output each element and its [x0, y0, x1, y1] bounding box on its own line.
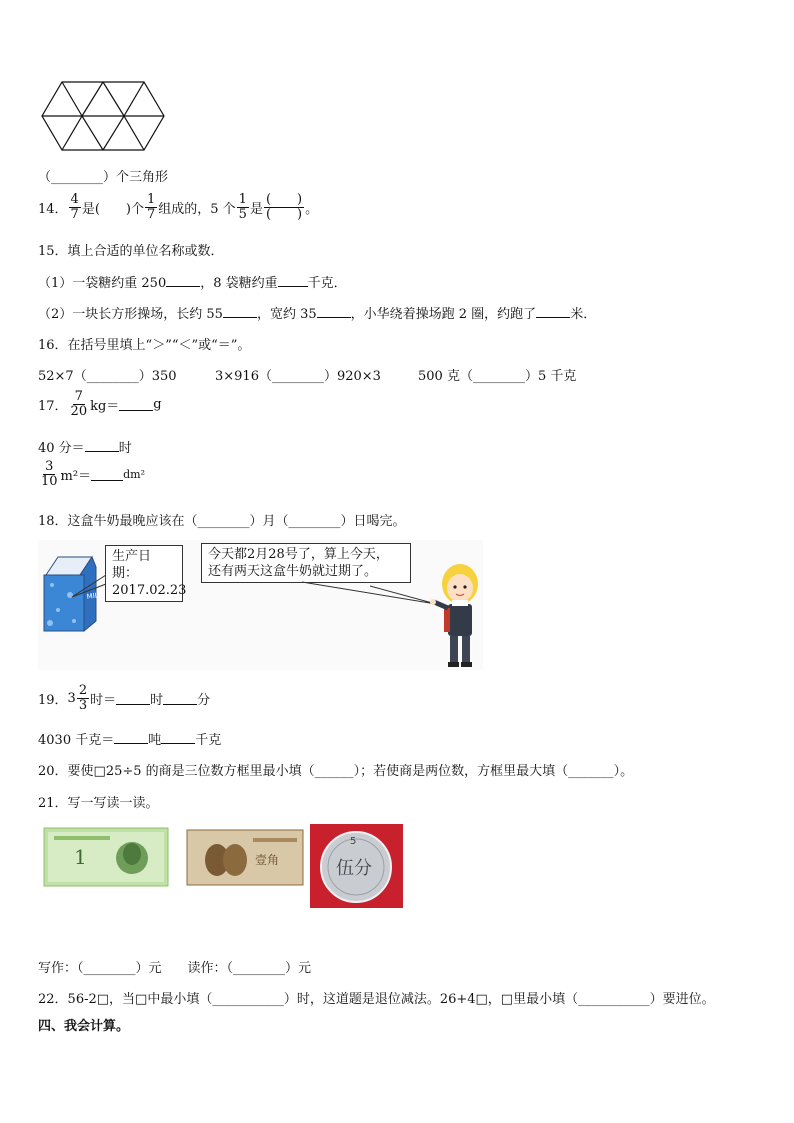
q14-text-1: 是( )个: [81, 201, 144, 217]
answer-fraction-blank[interactable]: $\frac{( )}{( )}$: [265, 192, 303, 222]
blank[interactable]: [91, 468, 123, 481]
triangle-grid-figure: [40, 80, 170, 152]
blank[interactable]: [166, 274, 200, 287]
q16-title: 16．在括号里填上“＞”“＜”或“＝”。: [38, 338, 251, 353]
fraction-4-7: $\frac{4}{7}$: [70, 192, 79, 222]
q14-text-2: 组成的，5 个: [158, 201, 236, 217]
section-4-heading: 四、我会计算。: [38, 1019, 130, 1034]
boy-speech-bubble: 今天都2月28号了，算上今天， 还有两天这盒牛奶就过期了。: [201, 543, 411, 583]
q16-compare-3: 500 克（________）5 千克: [418, 369, 577, 384]
q15-line-2: （2）一块长方形操场，长约 55 ，宽约 35 ，小华绕着操场跑 2 圈，约跑了 米．: [38, 307, 597, 322]
q14-number: 14．: [38, 201, 68, 217]
q16-compare-2: 3×916（________）920×3: [215, 369, 381, 384]
blank[interactable]: [114, 731, 148, 744]
blank[interactable]: [163, 692, 197, 705]
one-jiao-note-image: [187, 830, 303, 885]
blank[interactable]: [317, 305, 351, 318]
bubble-pointer: [70, 570, 115, 600]
coin-label: 伍分: [336, 858, 372, 879]
question-14: [38, 193, 318, 221]
q18-title: 18．这盒牛奶最晚应该在（________）月（________）日喝完。: [38, 514, 406, 529]
blank[interactable]: [161, 731, 195, 744]
q15-title: 15．填上合适的单位名称或数．: [38, 244, 224, 259]
note-label: 壹角: [255, 853, 280, 867]
q19-line-2: 4030 千克＝ 吨 千克: [38, 733, 222, 748]
blank[interactable]: [278, 274, 308, 287]
q19-line-1: 19． 3 $\frac{2}{3}$ 时＝ 时 分: [38, 683, 211, 713]
boy-illustration: [428, 562, 488, 670]
blank[interactable]: [536, 305, 570, 318]
fraction-7-20: $\frac{7}{20}$: [70, 389, 88, 419]
coin-value: 5: [350, 836, 357, 847]
q21-title: 21．写一写读一读。: [38, 796, 159, 811]
q17-line-2: 40 分＝ 时: [38, 441, 132, 456]
carton-label: MILK: [86, 590, 104, 601]
blank[interactable]: [116, 692, 150, 705]
blank[interactable]: [223, 305, 257, 318]
fraction-2-3: $\frac{2}{3}$: [78, 683, 88, 713]
q14-text-4: 。: [305, 201, 319, 217]
q17-line-3: $\frac{3}{10}$ m²＝ dm²: [41, 459, 145, 489]
blank[interactable]: [85, 439, 119, 452]
question-20: 20．要使□25÷5 的商是三位数方框里最小填（______）；若使商是两位数，方框里最大填（_______）。: [38, 764, 634, 779]
q13-answer: （________）个三角形: [38, 170, 169, 185]
fraction-1-5: $\frac{1}{5}$: [238, 192, 247, 222]
speech-pointer: [300, 578, 440, 608]
q17-line-1: 17． $\frac{7}{20}$ kg＝ g: [38, 389, 162, 419]
q16-compare-1: 52×7（________）350: [38, 369, 177, 384]
q14-text-3: 是: [249, 201, 263, 217]
q15-line-1: （1）一袋糖约重 250 ，8 袋糖约重 千克．: [38, 276, 347, 291]
q21-answer-line: 写作：（________）元 读作：（________）元: [38, 961, 312, 976]
question-22: 22．56-2□，当□中最小填（___________）时，这道题是退位减法。26+4□，□里最小填（___________）要进位。: [38, 992, 715, 1007]
one-yuan-note-image: [44, 828, 168, 886]
note-denomination: 1: [74, 845, 87, 869]
production-date-bubble: 生产日期： 2017.02.23: [105, 545, 183, 602]
fraction-3-10: $\frac{3}{10}$: [41, 459, 58, 489]
fraction-1-7: $\frac{1}{7}$: [146, 192, 156, 222]
blank[interactable]: [119, 398, 153, 411]
five-fen-coin-image: [310, 824, 403, 908]
